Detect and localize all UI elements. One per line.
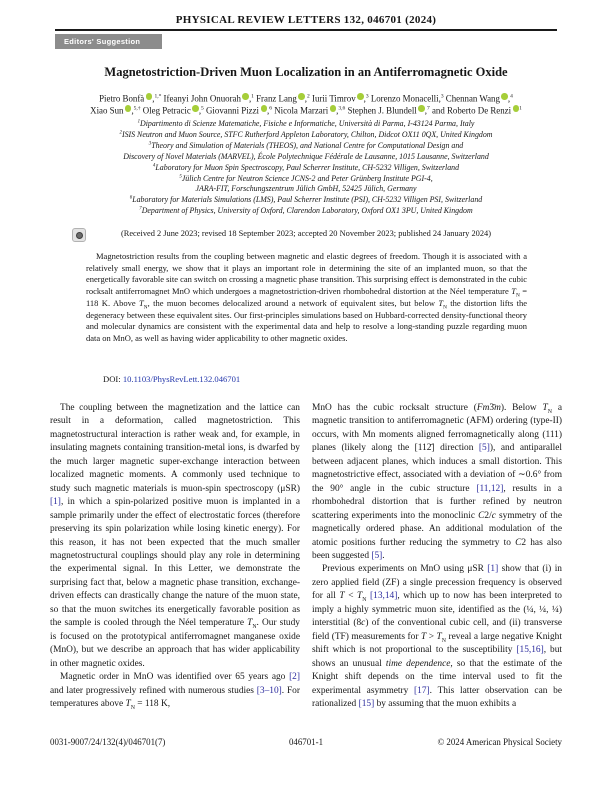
journal-header: PHYSICAL REVIEW LETTERS 132, 046701 (2024) xyxy=(175,14,437,26)
orcid-icon[interactable] xyxy=(298,93,305,100)
citation-link[interactable]: [11,12] xyxy=(476,483,504,494)
affiliation-line: Discovery of Novel Materials (MARVEL), École Polytechnique Fédérale de Lausanne, 1015 Lausanne, Switzerland xyxy=(123,151,489,161)
abstract xyxy=(86,251,527,345)
doi-line xyxy=(103,374,240,384)
paragraph: MnO has the cubic rocksalt structure (Fm3̄m). Below $T_N$ a magnetic transition to antiferromagnetic (AFM) ordering (type-II) occurs, with Mn moments aligned ferromagnetically along (111) planes (likely along the [112̄] direction [5]), and antiparallel between adjacent planes, which induces a small distortion. This magnetostrictive effect, associated with a deviation of ∼0.6° from the 90° angle in the cubic structure [11,12], results in a rhombohedral distortion that is further refined by neutron scattering experiments into the monoclinic C2/c symmetry of the magnetically ordered phase. An additional modulation of the atomic positions further reducing the symmetry to C2 has also been suggested [5]. xyxy=(312,403,563,561)
abstract-text: Magnetostriction results from the coupling between magnetic and elastic degrees of freedom. Though it is associated with a relatively small energy, we show that it plays an important role in determining the site of an implanted muon, so that the energetically favorable site can switch on crossing a magnetic phase transition. This surprising effect is demonstrated in the cubic rocksalt antiferromagnet MnO which undergoes a magnetostriction-driven rhombohedral distortion at the Néel temperature $T_N = 118$ K. Above $T_N$, the muon becomes delocalized around a network of equivalent sites, but below $T_N$ the distortion lifts the degeneracy between these equivalent sites. Our first-principles simulations based on Hubbard-corrected density-functional theory and molecular dynamics are consistent with the experimental data and help to resolve a long-standing puzzle regarding muon data on MnO, as well as having wider applicability to other magnetic oxides. xyxy=(86,251,528,343)
citation-link[interactable]: [1] xyxy=(50,497,61,508)
affiliation-line: $^5$Jülich Centre for Neutron Science JCNS-2 and Peter Grünberg Institute PGI-4, xyxy=(179,173,433,183)
paragraph: Magnetic order in MnO was identified over 65 years ago [2] and later progressively refined with numerous studies [3–10]. For temperatures above $T_N = 118$ K, xyxy=(50,672,300,711)
copyright-notice: © 2024 American Physical Society xyxy=(437,737,562,747)
citation-link[interactable]: [5] xyxy=(371,550,383,561)
orcid-icon[interactable] xyxy=(330,105,337,112)
right-column xyxy=(312,402,562,711)
doi-link[interactable]: 10.1103/PhysRevLett.132.046701 xyxy=(122,374,241,384)
citation-link[interactable]: [17] xyxy=(414,685,430,696)
citation-link[interactable]: [1] xyxy=(487,564,499,575)
citation-link[interactable]: [5] xyxy=(478,443,490,454)
orcid-icon[interactable] xyxy=(125,105,132,112)
author-line: Pietro Bonfà ,$^{1,*}$ Ifeanyi John Onuorah ,$^1$ Franz Lang ,$^2$ Iurii Timrov ,$^3$ Lorenzo Monacelli,$^3$ Chennan Wang ,$^4$ xyxy=(99,93,513,104)
orcid-icon[interactable] xyxy=(192,105,199,112)
citation-link[interactable]: [15,16] xyxy=(516,645,544,656)
header-rule xyxy=(55,29,557,31)
body-columns xyxy=(50,402,562,711)
affiliation-line: $^4$Laboratory for Muon Spin Spectroscopy, Paul Scherrer Institute, CH-5232 Villigen, Switzerland xyxy=(152,162,460,172)
author-line: Xiao Sun ,$^{5,\dagger}$ Oleg Petracic ,$^5$ Giovanni Pizzi ,$^6$ Nicola Marzari ,$^{3,6}$ Stephen J. Blundell ,$^7$ and Roberto De Renzi $^1$ xyxy=(90,105,522,116)
affiliation-line: $^2$ISIS Neutron and Muon Source, STFC Rutherford Appleton Laboratory, Chilton, Didcot OX11 0QX, United Kingdom xyxy=(119,129,493,139)
issn-code: 0031-9007/24/132(4)/046701(7) xyxy=(50,737,166,747)
orcid-icon[interactable] xyxy=(242,93,249,100)
citation-link[interactable]: [13,14] xyxy=(370,591,398,602)
citation-link[interactable]: [3–10] xyxy=(256,685,282,696)
affiliation-line: $^7$Department of Physics, University of Oxford, Clarendon Laboratory, Oxford OX1 3PU, United Kingdom xyxy=(139,206,473,216)
affiliation-line: $^6$Laboratory for Materials Simulations (LMS), Paul Scherrer Institute (PSI), CH-5232 Villigen PSI, Switzerland xyxy=(129,195,483,205)
affiliation-line: $^3$Theory and Simulation of Materials (THEOS), and National Centre for Computational Design and xyxy=(148,140,464,150)
orcid-icon[interactable] xyxy=(501,93,508,100)
article-title: Magnetostriction-Driven Muon Localization in an Antiferromagnetic Oxide xyxy=(104,65,508,79)
page-number: 046701-1 xyxy=(288,737,324,747)
citation-link[interactable]: [2] xyxy=(289,672,300,683)
affiliation-line: $^1$Dipartimento di Scienze Matematiche, Fisiche e Informatiche, Università di Parma, I-43124 Parma, Italy xyxy=(137,119,475,128)
orcid-icon[interactable] xyxy=(357,93,364,100)
paragraph: Previous experiments on MnO using μSR [1] show that (i) in zero applied field (ZF) a single precession frequency is observed for all $T < T_N$ [13,14], which up to now has been interpreted to imply a highly symmetric muon site, identified as the (¼, ¼, ¼) interstitial (8c) of the conventional cubic cell, and (ii) transverse field (TF) measurements for $T > T_N$ reveal a large negative Knight shift which is not proportional to the susceptibility [15,16], but shows an unusual time dependence, so that the estimate of the Knight shift depends on the time interval used to fit the experimental asymmetry [17]. This latter observation can be rationalized [15] by assuming that the muon exhibits a xyxy=(312,564,563,709)
left-column xyxy=(50,402,300,711)
author-list xyxy=(30,93,582,117)
doi-label: DOI: xyxy=(103,374,121,384)
affiliation-list xyxy=(30,119,582,217)
paragraph: The coupling between the magnetization and the lattice can result in a deformation, called magnetostriction. This magnetostructural interaction is rather weak and, for example, in insulating magnets containing transition-metal ions, is dwarfed by the much larger magnetic super-exchange interaction between localized magnetic moments. A commonly used technique to study such magnetic materials is muon-spin spectroscopy (μSR) [1], in which a spin-polarized positive muon is implanted in a sample primarily under the effect of electrostatic forces (therefore preserving its spin polarization while losing kinetic energy). For this reason, it has not been expected that the much smaller magnetostructural couplings should play any role in determining the experimental signal. In this Letter, we demonstrate the surprising fact that, below a magnetic phase transition, exchange-driven effects can drastically change the nature of the muon state, so that the muon switches its energetically favorable position as the sample is cooled through the Néel temperature $T_N$. Our study is focused on the prototypical antiferromagnet manganese oxide (MnO), but we describe an approach that has wider applicability in other magnetic oxides. xyxy=(50,403,300,669)
orcid-icon[interactable] xyxy=(261,105,268,112)
citation-link[interactable]: [15] xyxy=(358,698,375,709)
orcid-icon[interactable] xyxy=(418,105,425,112)
editors-suggestion-badge: Editors' Suggestion xyxy=(55,34,162,49)
affiliation-line: JARA-FIT, Forschungszentrum Jülich GmbH, 52425 Jülich, Germany xyxy=(195,184,417,194)
orcid-icon[interactable] xyxy=(146,93,153,100)
dates-line: (Received 2 June 2023; revised 18 September 2023; accepted 20 November 2023; published 24 January 2024) xyxy=(120,229,492,238)
